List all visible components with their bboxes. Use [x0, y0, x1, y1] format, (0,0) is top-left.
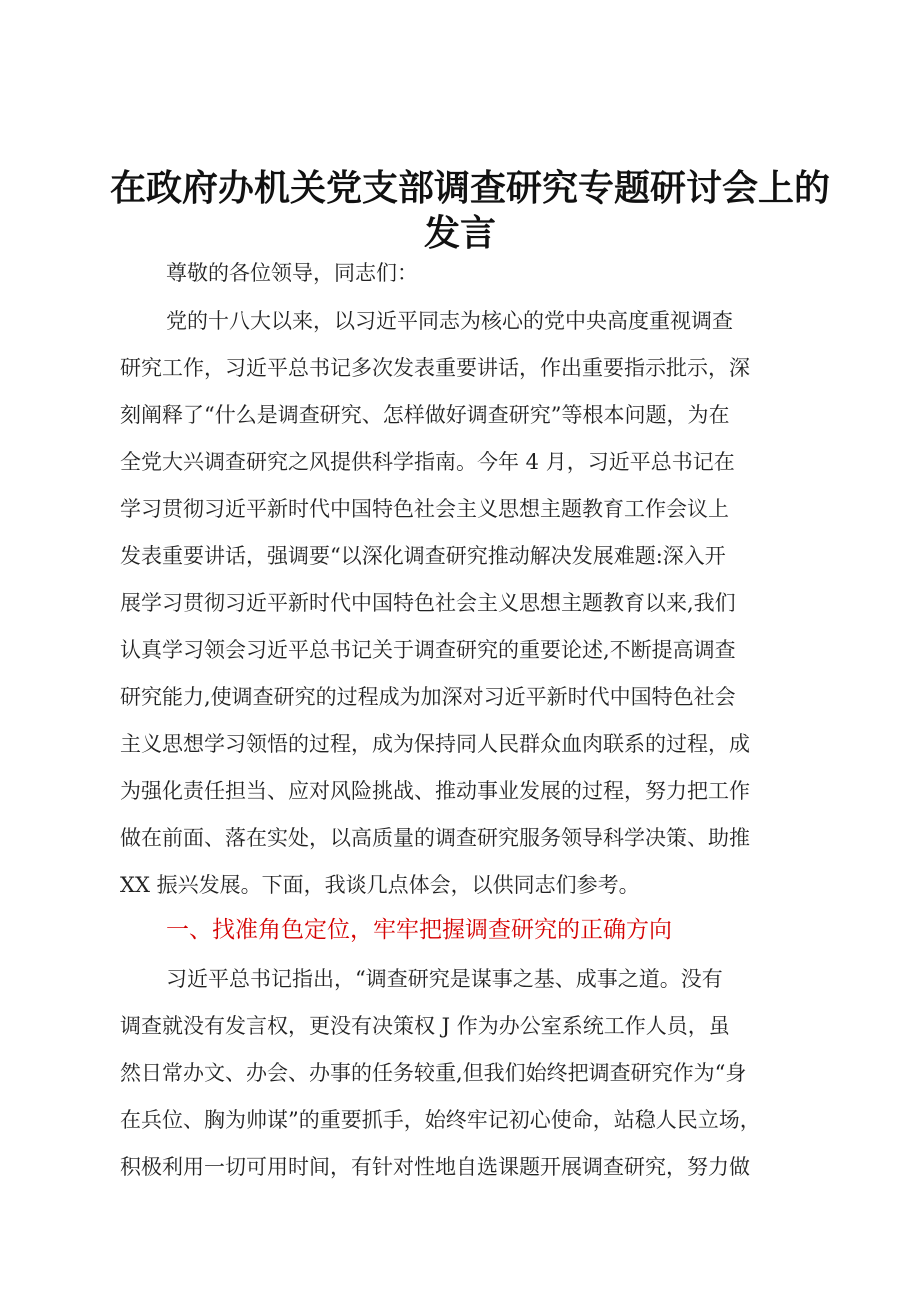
paragraph-1-line: 全党大兴调查研究之风提供科学指南。今年 4 月，习近平总书记在 [120, 450, 735, 474]
paragraph-1-line: 主义思想学习领悟的过程，成为保持同人民群众血肉联系的过程，成 [120, 732, 750, 756]
section-heading-1: 一、找准角色定位，牢牢把握调查研究的正确方向 [166, 917, 672, 943]
greeting: 尊敬的各位领导，同志们： [166, 261, 418, 285]
paragraph-1-line: XX 振兴发展。下面，我谈几点体会，以供同志们参考。 [120, 873, 640, 897]
paragraph-2-line: 在兵位、胸为帅谋”的重要抓手，始终牢记初心使命，站稳人民立场， [120, 1108, 761, 1132]
paragraph-2-line: 调查就没有发言权，更没有决策权 J 作为办公室系统工作人员，虽 [120, 1014, 730, 1038]
paragraph-1-line: 为强化责任担当、应对风险挑战、推动事业发展的过程，努力把工作 [120, 779, 750, 803]
paragraph-2-line: 然日常办文、办会、办事的任务较重,但我们始终把调查研究作为“身 [120, 1061, 747, 1085]
paragraph-1-line: 学习贯彻习近平新时代中国特色社会主义思想主题教育工作会议上 [120, 497, 729, 521]
paragraph-2-line: 积极利用一切可用时间，有针对性地自选课题开展调查研究，努力做 [120, 1155, 750, 1179]
paragraph-1-line: 发表重要讲话，强调要“以深化调查研究推动解决发展难题:深入开 [120, 544, 726, 568]
paragraph-1-line: 做在前面、落在实处，以高质量的调查研究服务领导科学决策、助推 [120, 826, 750, 850]
paragraph-1-line: 刻阐释了“什么是调查研究、怎样做好调查研究”等根本问题，为在 [120, 403, 730, 427]
document-title-line-1: 在政府办机关党支部调查研究专题研讨会上的 [110, 168, 831, 209]
paragraph-1-line: 认真学习领会习近平总书记关于调查研究的重要论述,不断提高调查 [120, 638, 736, 662]
paragraph-1-line: 研究能力,使调查研究的过程成为加深对习近平新时代中国特色社会 [120, 685, 736, 709]
paragraph-1-line: 研究工作，习近平总书记多次发表重要讲话，作出重要指示批示，深 [120, 356, 750, 380]
paragraph-1-line: 展学习贯彻习近平新时代中国特色社会主义思想主题教育以来,我们 [120, 591, 736, 615]
paragraph-2-line: 习近平总书记指出，“调查研究是谋事之基、成事之道。没有 [166, 967, 723, 991]
document-title-line-2: 发言 [423, 213, 496, 254]
paragraph-1-line: 党的十八大以来，以习近平同志为核心的党中央高度重视调查 [166, 309, 733, 333]
